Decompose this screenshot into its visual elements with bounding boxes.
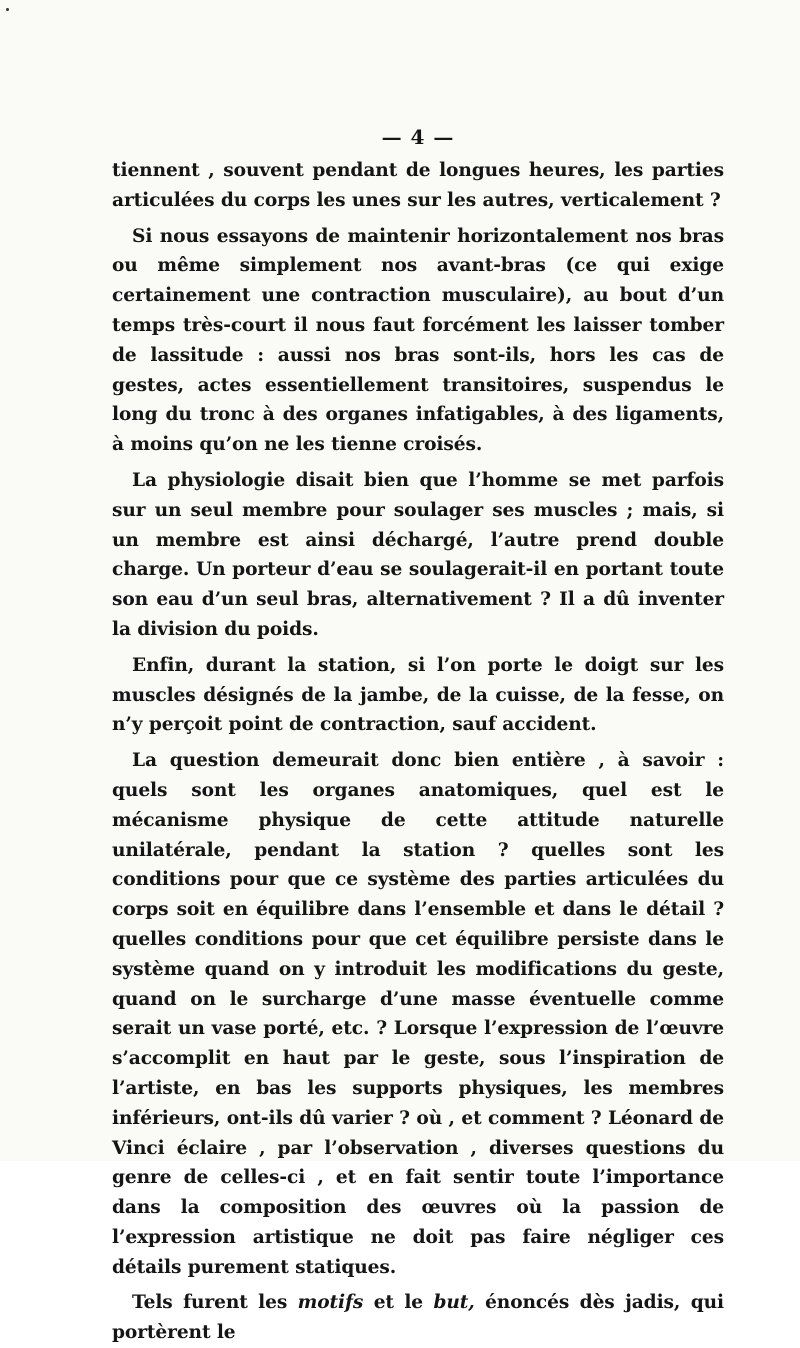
page-number: — 4 — [381, 125, 455, 149]
paragraph-4: Enfin, durant la station, si l’on porte le doigt sur les muscles désignés de la jambe, de la cuisse, de la fesse, on n’y perçoit point de contraction, sauf accident. [112, 654, 724, 736]
paragraph-6 [112, 1288, 724, 1348]
page-text [112, 122, 724, 1348]
paragraph-1: tiennent , souvent pendant de longues heures, les parties articulées du corps les unes sur les autres, verticalement ? [112, 160, 724, 211]
paragraph-6-text-start: Tels furent les [132, 1292, 298, 1314]
ink-speck [6, 8, 9, 11]
paragraph-6-italic-motifs: motifs [297, 1292, 364, 1314]
paragraph-6-italic-but: but, [433, 1292, 475, 1314]
paragraph-6-text-end: énoncés dès jadis, qui portèrent le [112, 1292, 724, 1344]
paragraph-2: Si nous essayons de maintenir horizontalement nos bras ou même simplement nos avant-bras (ce qui exige certainement une contraction musculaire), au bout d’un temps très-court il nous faut forcément les laisser tomber de lassitude : aussi nos bras sont-ils, hors les cas de gestes, actes essentiellement transitoires, suspendus le long du tronc à des organes infatigables, à des ligaments, à moins qu’on ne les tienne croisés. [112, 225, 724, 456]
paragraph-3: La physiologie disait bien que l’homme se met parfois sur un seul membre pour soulager ses muscles ; mais, si un membre est ainsi déchargé, l’autre prend double charge. Un porteur d’eau se soulagerait-il en portant toute son eau d’un seul bras, alternativement ? Il a dû inventer la division du poids. [112, 469, 724, 640]
paragraph-6-text-middle: et le [363, 1292, 434, 1314]
paragraph-5: La question demeurait donc bien entière , à savoir : quels sont les organes anatomiques, quel est le mécanisme physique de cette attitude naturelle unilatérale, pendant la station ? quelles sont les conditions pour que ce système des parties articulées du corps soit en équilibre dans l’ensemble et dans le détail ? quelles conditions pour que cet équilibre persiste dans le système quand on y introduit les modifications du geste, quand on le surcharge d’une masse éventuelle comme serait un vase porté, etc. ? Lorsque l’expression de l’œuvre s’accomplit en haut par le geste, sous l’inspiration de l’artiste, en bas les supports physiques, les membres inférieurs, ont-ils dû varier ? où , et comment ? Léonard de Vinci éclaire , par l’observation , diverses questions du genre de celles-ci , et en fait sentir toute l’importance dans la composition des œuvres où la passion de l’expression artistique ne doit pas faire négliger ces détails purement statiques. [112, 750, 724, 1278]
